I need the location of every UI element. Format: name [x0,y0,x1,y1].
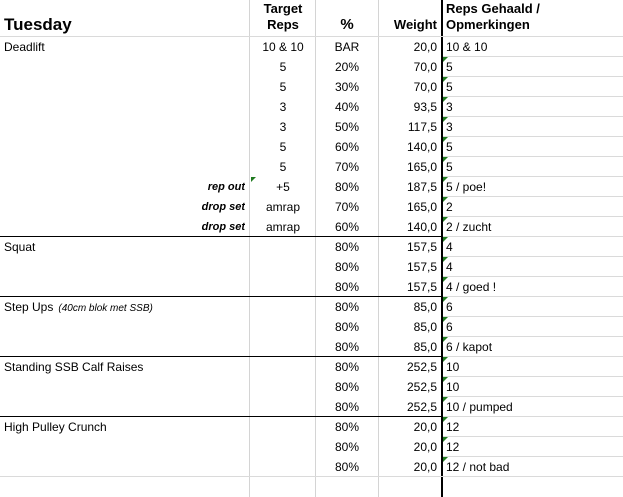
weight-cell[interactable]: 140,0 [406,140,437,154]
exercise-cell[interactable] [4,37,248,57]
exercise-cell[interactable] [4,437,248,457]
percent-cell[interactable]: 50% [334,120,360,134]
column-divider [442,0,443,497]
header-reps-done [446,1,540,33]
reps-done-cell[interactable]: 6 [446,320,453,334]
weight-cell[interactable]: 85,0 [413,300,437,314]
comment-indicator-icon [443,237,448,242]
target-reps-cell[interactable]: 5 [279,160,287,174]
target-reps-cell[interactable] [252,437,314,457]
column-divider [249,0,250,497]
target-reps-cell[interactable]: 5 [279,80,287,94]
reps-done-cell[interactable]: 3 [446,100,453,114]
target-reps-cell[interactable] [252,377,314,397]
day-title: Tuesday [4,15,72,34]
exercise-name: Squat [4,240,36,254]
reps-done-cell[interactable]: 4 / goed ! [446,280,497,294]
percent-cell[interactable]: 70% [334,160,360,174]
reps-done-cell[interactable]: 12 [446,420,460,434]
comment-indicator-icon [443,177,448,182]
comment-indicator-icon [443,217,448,222]
exercise-note: (40cm blok met SSB) [58,303,153,314]
percent-cell[interactable]: 80% [334,320,360,334]
exercise-cell[interactable] [4,377,248,397]
target-reps-cell[interactable]: +5 [276,180,290,194]
comment-indicator-icon [443,97,448,102]
column-divider [378,0,379,497]
comment-indicator-icon [443,397,448,402]
reps-done-cell[interactable]: 12 / not bad [446,460,510,474]
reps-done-cell[interactable]: 5 [446,160,453,174]
reps-done-cell[interactable]: 10 & 10 [446,40,488,54]
set-note-cell[interactable]: drop set [201,201,245,213]
reps-done-cell[interactable]: 2 [446,200,453,214]
weight-cell[interactable]: 20,0 [413,440,437,454]
target-reps-cell[interactable] [252,277,314,297]
percent-cell[interactable]: BAR [334,40,360,54]
set-note-cell[interactable]: rep out [207,181,245,193]
percent-cell[interactable]: 80% [334,240,360,254]
weight-cell[interactable]: 252,5 [406,360,437,374]
weight-cell[interactable]: 140,0 [406,220,437,234]
reps-done-cell[interactable]: 6 [446,300,453,314]
weight-cell[interactable]: 252,5 [406,380,437,394]
weight-cell[interactable]: 157,5 [406,240,437,254]
percent-cell[interactable]: 30% [334,80,360,94]
percent-cell[interactable]: 60% [334,220,360,234]
exercise-cell[interactable] [4,277,248,297]
header-target-line1: Target [263,1,303,16]
comment-indicator-icon [443,337,448,342]
set-note-cell[interactable]: drop set [201,221,245,233]
reps-done-cell[interactable]: 3 [446,120,453,134]
comment-indicator-icon [443,377,448,382]
exercise-cell[interactable] [4,457,248,477]
percent-cell[interactable]: 80% [334,360,360,374]
target-reps-cell[interactable]: 3 [279,100,287,114]
comment-indicator-icon [443,197,448,202]
target-reps-cell[interactable] [252,337,314,357]
target-reps-cell[interactable] [252,357,314,377]
reps-done-cell[interactable]: 10 / pumped [446,400,513,414]
percent-cell[interactable]: 80% [334,440,360,454]
exercise-cell[interactable] [4,337,248,357]
exercise-name: High Pulley Crunch [4,420,107,434]
reps-done-cell[interactable]: 5 [446,140,453,154]
weight-cell[interactable]: 85,0 [413,320,437,334]
header-percent: % [340,16,354,33]
percent-cell[interactable]: 80% [334,340,360,354]
target-reps-cell[interactable] [252,397,314,417]
reps-done-cell[interactable]: 4 [446,240,453,254]
exercise-cell[interactable] [4,57,248,77]
reps-done-cell[interactable]: 4 [446,260,453,274]
target-reps-cell[interactable]: amrap [265,220,300,234]
weight-cell[interactable]: 165,0 [406,160,437,174]
exercise-cell[interactable] [4,417,248,437]
comment-indicator-icon [443,57,448,62]
percent-cell[interactable]: 80% [334,380,360,394]
weight-cell[interactable]: 187,5 [406,180,437,194]
weight-cell[interactable]: 157,5 [406,260,437,274]
reps-done-cell[interactable]: 10 [446,360,460,374]
weight-cell[interactable]: 157,5 [406,280,437,294]
comment-indicator-icon [443,77,448,82]
exercise-name: Step Ups [4,300,54,314]
comment-indicator-icon [443,417,448,422]
target-reps-cell[interactable] [252,257,314,277]
exercise-cell[interactable] [4,357,248,377]
target-reps-cell[interactable]: amrap [265,200,300,214]
weight-cell[interactable]: 93,5 [413,100,437,114]
exercise-name: Deadlift [4,40,45,54]
reps-done-cell[interactable]: 12 [446,440,460,454]
reps-done-cell[interactable]: 5 / poe! [446,180,487,194]
header-weight: Weight [393,17,437,32]
exercise-cell[interactable] [4,297,248,317]
reps-done-cell[interactable]: 6 / kapot [446,340,493,354]
reps-done-cell[interactable]: 5 [446,80,453,94]
target-reps-cell[interactable] [252,237,314,257]
exercise-cell[interactable] [4,77,248,97]
target-reps-cell[interactable]: 5 [279,60,287,74]
percent-cell[interactable]: 80% [334,300,360,314]
comment-indicator-icon [443,457,448,462]
target-reps-cell[interactable]: 10 & 10 [262,40,304,54]
percent-cell[interactable]: 80% [334,420,360,434]
weight-cell[interactable]: 70,0 [413,60,437,74]
header-target-reps [252,1,314,33]
weight-cell[interactable]: 85,0 [413,340,437,354]
exercise-cell[interactable] [4,157,248,177]
comment-indicator-icon [443,357,448,362]
reps-done-cell[interactable]: 10 [446,380,460,394]
percent-cell[interactable]: 60% [334,140,360,154]
weight-cell[interactable]: 70,0 [413,80,437,94]
comment-indicator-icon [443,277,448,282]
weight-cell[interactable]: 20,0 [413,40,437,54]
exercise-cell[interactable] [4,257,248,277]
header-reps-line2: Opmerkingen [446,17,530,32]
header-reps-line1: Reps Gehaald / [446,1,540,16]
exercise-cell[interactable] [4,317,248,337]
comment-indicator-icon [443,117,448,122]
target-reps-cell[interactable]: 5 [279,140,287,154]
weight-cell[interactable]: 252,5 [406,400,437,414]
exercise-cell[interactable] [4,117,248,137]
percent-cell[interactable]: 80% [334,180,360,194]
row-divider [0,476,623,477]
percent-cell[interactable]: 20% [334,60,360,74]
weight-cell[interactable]: 165,0 [406,200,437,214]
column-divider [315,0,316,497]
comment-indicator-icon [251,177,256,182]
weight-cell[interactable]: 117,5 [407,120,437,134]
percent-cell[interactable]: 80% [334,260,360,274]
header-target-line2: Reps [267,17,299,32]
comment-indicator-icon [443,437,448,442]
percent-cell[interactable]: 70% [334,200,360,214]
target-reps-cell[interactable] [252,297,314,317]
target-reps-cell[interactable] [252,317,314,337]
exercise-cell[interactable] [4,137,248,157]
target-reps-cell[interactable] [252,457,314,477]
exercise-cell[interactable] [4,97,248,117]
reps-done-cell[interactable]: 5 [446,60,453,74]
exercise-cell[interactable] [4,237,248,257]
comment-indicator-icon [443,317,448,322]
percent-cell[interactable]: 40% [334,100,360,114]
comment-indicator-icon [443,257,448,262]
target-reps-cell[interactable] [252,417,314,437]
percent-cell[interactable]: 80% [334,280,360,294]
reps-done-cell[interactable]: 2 / zucht [446,220,492,234]
weight-cell[interactable]: 20,0 [413,460,437,474]
percent-cell[interactable]: 80% [334,460,360,474]
comment-indicator-icon [443,137,448,142]
exercise-name: Standing SSB Calf Raises [4,360,144,374]
comment-indicator-icon [443,157,448,162]
exercise-cell[interactable] [4,397,248,417]
comment-indicator-icon [443,297,448,302]
target-reps-cell[interactable]: 3 [279,120,287,134]
percent-cell[interactable]: 80% [334,400,360,414]
weight-cell[interactable]: 20,0 [413,420,437,434]
